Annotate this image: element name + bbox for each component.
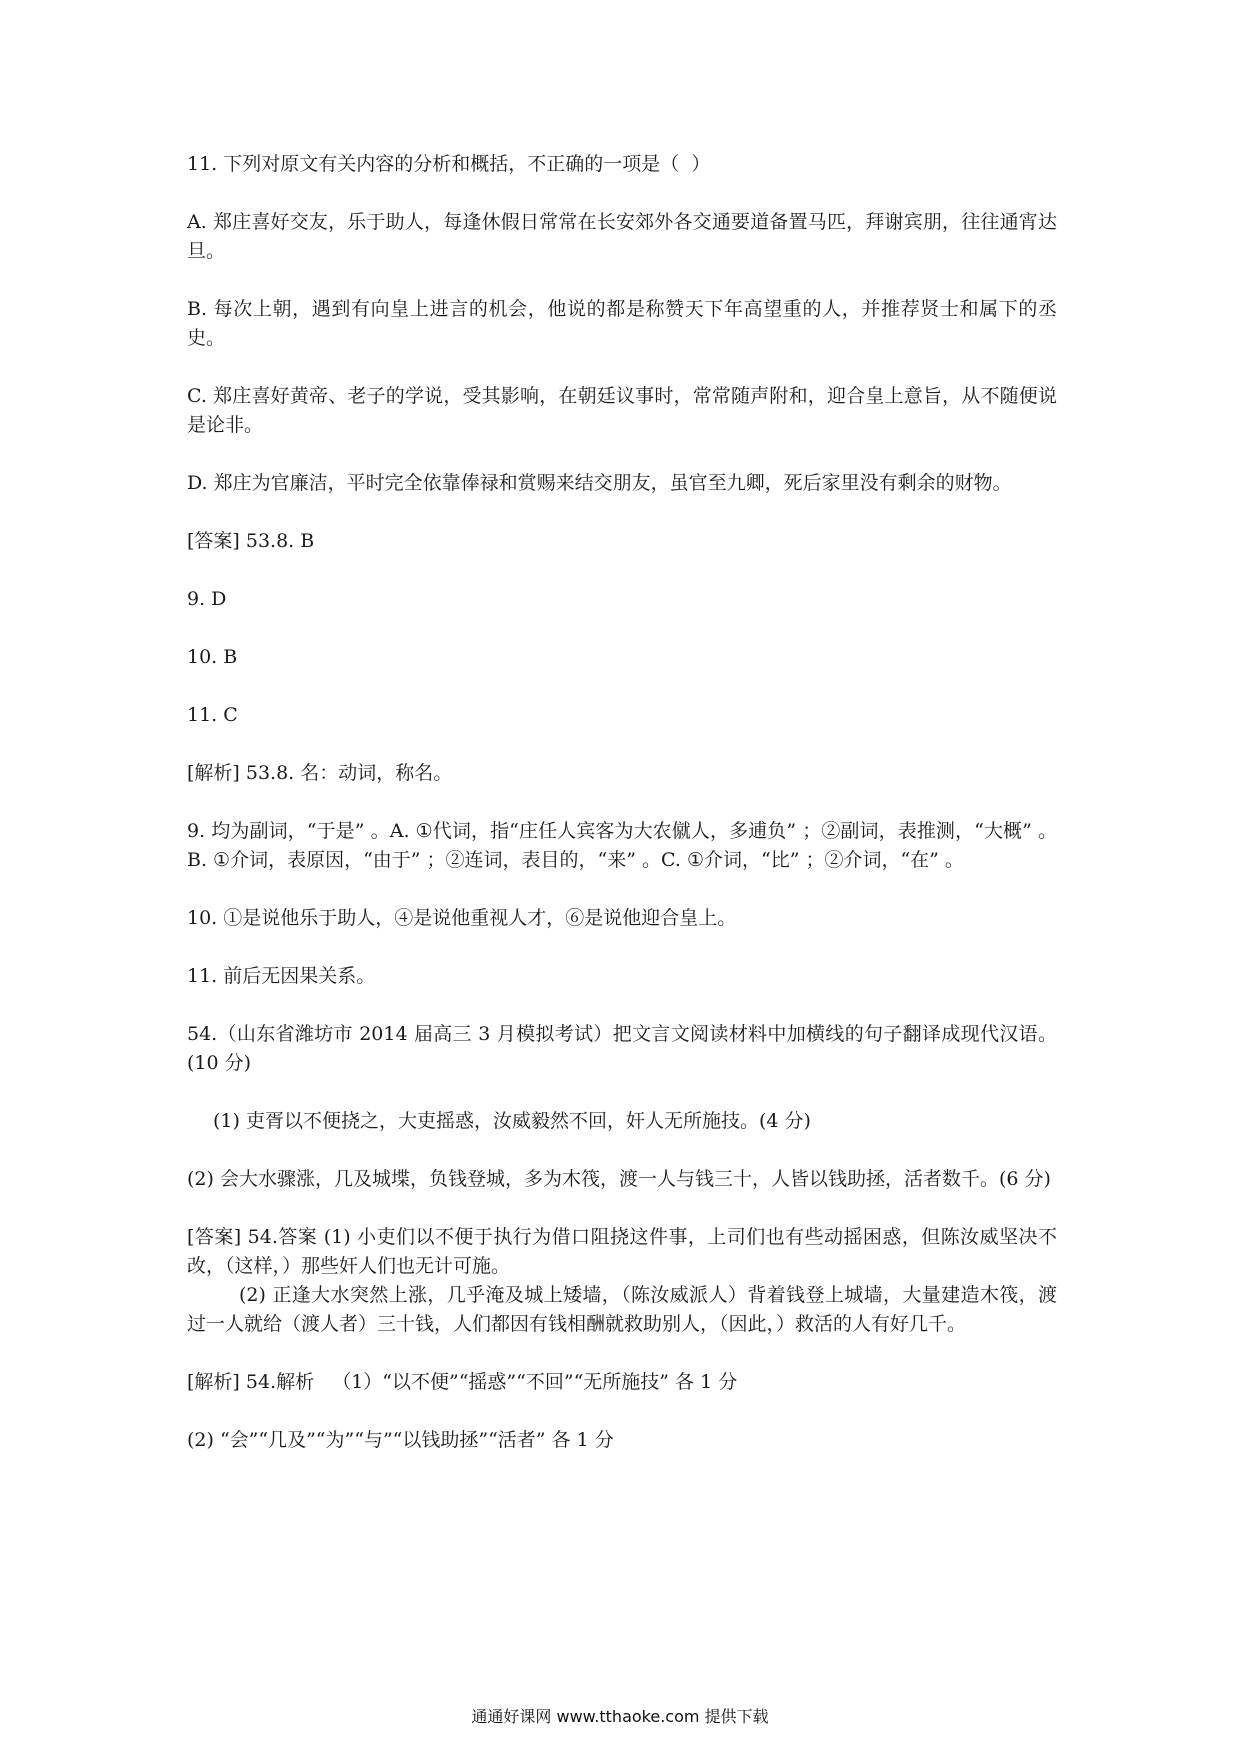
- answer-11: 11. C: [187, 704, 238, 726]
- analysis-54-part-2: (2) “会”“几及”“为”“与”“以钱助拯”“活者” 各 1 分: [187, 1429, 614, 1451]
- analysis-54-part-1: [解析] 54.解析 （1）“以不便”“摇惑”“不回”“无所施技” 各 1 分: [187, 1371, 738, 1393]
- answer-9: 9. D: [187, 588, 227, 610]
- answer-54-part-1: [答案] 54.答案 (1) 小吏们以不便于执行为借口阻挠这件事，上司们也有些动摇困惑，但陈汝威坚决不改，（这样，）那些奸人们也无计可施。: [187, 1226, 1057, 1277]
- answer-10: 10. B: [187, 646, 238, 668]
- question-54-stem: 54.（山东省潍坊市 2014 届高三 3 月模拟考试）把文言文阅读材料中加横线的句子翻译成现代汉语。(10 分): [187, 1023, 1057, 1074]
- question-11-option-d: D. 郑庄为官廉洁，平时完全依靠俸禄和赏赐来结交朋友，虽官至九卿，死后家里没有剩余的财物。: [187, 472, 1012, 494]
- question-54-sentence-2: (2) 会大水骤涨，几及城堞，负钱登城，多为木筏，渡一人与钱三十，人皆以钱助拯，活者数千。(6 分): [187, 1168, 1051, 1190]
- analysis-11: 11. 前后无因果关系。: [187, 965, 376, 987]
- page-footer: 通通好课网 www.tthaoke.com 提供下载: [471, 1707, 769, 1726]
- question-54-sentence-1: (1) 吏胥以不便挠之，大吏摇惑，汝威毅然不回，奸人无所施技。(4 分): [213, 1110, 811, 1132]
- question-11-option-c: C. 郑庄喜好黄帝、老子的学说，受其影响，在朝廷议事时，常常随声附和，迎合皇上意旨，从不随便说是论非。: [187, 385, 1057, 436]
- answer-53-8: [答案] 53.8. B: [187, 530, 315, 552]
- analysis-10: 10. ①是说他乐于助人，④是说他重视人才，⑥是说他迎合皇上。: [187, 907, 737, 929]
- analysis-53-8: [解析] 53.8. 名：动词，称名。: [187, 762, 453, 784]
- document-body: [187, 150, 1057, 1484]
- question-11-stem: 11. 下列对原文有关内容的分析和概括，不正确的一项是（ ）: [187, 153, 711, 175]
- question-11-option-b: B. 每次上朝，遇到有向皇上进言的机会，他说的都是称赞天下年高望重的人，并推荐贤士和属下的丞史。: [187, 298, 1057, 349]
- answer-54-part-2: (2) 正逢大水突然上涨，几乎淹及城上矮墙，（陈汝威派人）背着钱登上城墙，大量建造木筏，渡过一人就给（渡人者）三十钱，人们都因有钱相酬就救助别人，（因此，）救活的人有好几千。: [187, 1284, 1057, 1335]
- analysis-9: 9. 均为副词，“于是” 。A. ①代词，指“庄任人宾客为大农僦人，多逋负” ；②副词，表推测，“大概” 。B. ①介词，表原因，“由于” ；②连词，表目的，“来” 。C. ①介词，“比” ；②介词，“在” 。: [187, 820, 1057, 871]
- question-11-option-a: A. 郑庄喜好交友，乐于助人，每逢休假日常常在长安郊外各交通要道备置马匹，拜谢宾朋，往往通宵达旦。: [187, 211, 1057, 262]
